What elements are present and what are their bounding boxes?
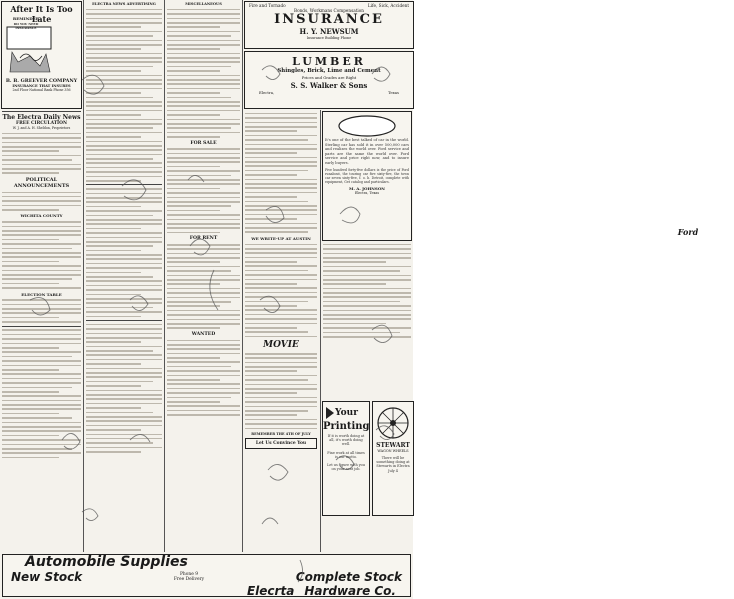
ford-dealer: M. A. JOHNSON: [349, 185, 385, 191]
lumber-headline: LUMBER: [292, 55, 366, 68]
printing-big: Printing: [323, 421, 370, 432]
candidate-list: [2, 221, 81, 288]
hardware-co: Hardware Co.: [304, 584, 396, 598]
lumber-price: Prices and Grades are Right: [301, 75, 357, 80]
election-table-heading: ELECTION TABLE: [21, 291, 62, 297]
insurance-agent: H. Y. NEWSUM: [299, 27, 359, 36]
insurance-fire: Fire and Tornado: [249, 3, 286, 8]
lumber-firm: S. S. Walker & Sons: [290, 81, 368, 90]
ford-logo-icon: [337, 115, 397, 137]
emblem-subtitle: DO YOU NEED INSURANCE: [13, 22, 39, 30]
writeup-heading: WE WRITE-UP AT AUSTIN: [251, 235, 311, 241]
free-delivery: Free Delivery: [173, 577, 205, 582]
ad-greever-insurance: [1, 1, 82, 109]
ford-body: It's one of the best talked of car in the world. Sterling car has sold it in over 500,000 cars and realizes the world over. Ford service and parts are the same the world over. Ford service and price right now, and to insure early buyers.: [325, 138, 409, 165]
column-3-header: MISCELLANEOUS: [185, 2, 222, 6]
phone: Phone 9: [179, 572, 199, 577]
political-heading: POLITICAL ANNOUNCEMENTS: [13, 176, 70, 189]
insurance-life: Life, Sick, Accident: [367, 3, 409, 8]
electra-name: Elecrta: [246, 584, 295, 598]
wanted-heading: WANTED: [191, 331, 216, 337]
lumber-materials: Shingles, Brick, Lime and Cement: [277, 68, 381, 74]
printing-line-3: Let us figure with you on your next job.: [327, 463, 365, 472]
convince-text: Let Us Convince You: [255, 440, 307, 446]
column-2-body-mid: [86, 188, 162, 317]
stewart-brand: STEWART: [376, 442, 410, 449]
ford-body-2: Five hundred forty-five dollars is the price of Ford runabout, the touring car five sixty-five, the town car seven sixty-five, f. o. b. Detroit, complete with equipment, Get catalog and particulars.: [325, 167, 409, 184]
column-4-body-top: [245, 113, 317, 233]
political-body: [2, 192, 81, 211]
insurance-address: Insurance Building Phone: [306, 36, 352, 40]
ad-walker-lumber: [244, 51, 414, 109]
column-3-body-top: [167, 9, 240, 138]
ad-printing: [322, 401, 370, 516]
election-table: [2, 299, 81, 323]
remember-heading: REMEMBER THE 4TH OF JULY: [251, 431, 311, 436]
for-rent-list: [167, 244, 240, 329]
column-5-body-2: [323, 305, 411, 337]
divider: [86, 184, 162, 185]
phone-delivery: [174, 572, 204, 582]
masthead-body: [2, 133, 81, 174]
printing-your: Your: [335, 408, 358, 418]
ad-stewart: [372, 401, 414, 516]
paper-circulation: FREE CIRCULATION: [16, 121, 67, 126]
emblem-title: REMINDER: [12, 16, 40, 21]
column-1: [0, 0, 83, 552]
column-5-body: [323, 244, 411, 303]
printing-line-2: Fine work at all times is our motto.: [327, 450, 365, 459]
column-1-body: [2, 329, 81, 458]
for-rent-heading: FOR RENT: [189, 236, 218, 242]
column-4-body-low: [245, 353, 317, 429]
printing-title: [323, 405, 369, 421]
ad-electra-hardware: [2, 554, 411, 597]
for-sale-heading: FOR SALE: [190, 140, 217, 146]
insurance-bonds: Bonds, Workmans Compensation: [294, 8, 364, 13]
column-2-header: ELECTRA NEWS ADVERTISING: [92, 2, 156, 6]
ad-ford: [322, 111, 699, 241]
divider: [2, 326, 81, 327]
new-stock: New Stock: [11, 570, 83, 584]
divider: [86, 320, 162, 321]
column-2: [84, 0, 164, 552]
auto-supplies-heading: Automobile Supplies: [25, 554, 188, 570]
company-tagline: INSURANCE THAT INSURES: [12, 84, 71, 88]
banner-row-2: [3, 584, 410, 598]
company-name: B. B. GREEVER COMPANY: [5, 78, 78, 84]
stewart-sub: WAGON WHEELS: [377, 449, 409, 453]
ad-newsum-insurance: [244, 1, 414, 49]
ford-logo-text: Ford: [677, 227, 699, 237]
column-4: [243, 110, 319, 552]
ad-headline: After It Is Too Late: [10, 4, 73, 24]
printing-hand-icon: [325, 405, 335, 421]
movie-heading: MOVIE: [263, 340, 299, 351]
convince-box: [245, 438, 317, 449]
paper-name: The Electra Daily News: [2, 114, 81, 121]
printing-line-1: If it is worth doing at all, it's worth doing well.: [327, 434, 365, 447]
lumber-state: Texas: [388, 90, 399, 95]
wanted-list: [167, 340, 240, 416]
divider: [2, 111, 81, 112]
column-4-body-mid: [245, 244, 317, 338]
complete-stock: Complete Stock: [295, 570, 402, 584]
wagon-wheel-icon: [376, 406, 410, 440]
for-sale-list: [167, 148, 240, 233]
column-2-body-top: [86, 9, 162, 182]
lumber-city: Electra,: [259, 90, 275, 95]
company-address: 2nd Floor National Bank Phone 356: [12, 88, 71, 92]
ford-dealer-city: Electra, Texas: [354, 190, 380, 195]
reminder-emblem-icon: [6, 26, 52, 76]
paper-publishers: W. J. and A. H. Sheldon, Proprietors: [12, 126, 71, 130]
banner-row-1: [3, 570, 410, 584]
insurance-big: INSURANCE: [274, 12, 384, 27]
county-heading: WICHITA COUNTY: [20, 213, 63, 219]
stewart-foot: There will be something doing at Stewarts in Electra July 4: [376, 456, 410, 473]
column-2-body-bottom: [86, 324, 162, 453]
lumber-location: [245, 90, 413, 95]
column-3: [165, 0, 242, 552]
